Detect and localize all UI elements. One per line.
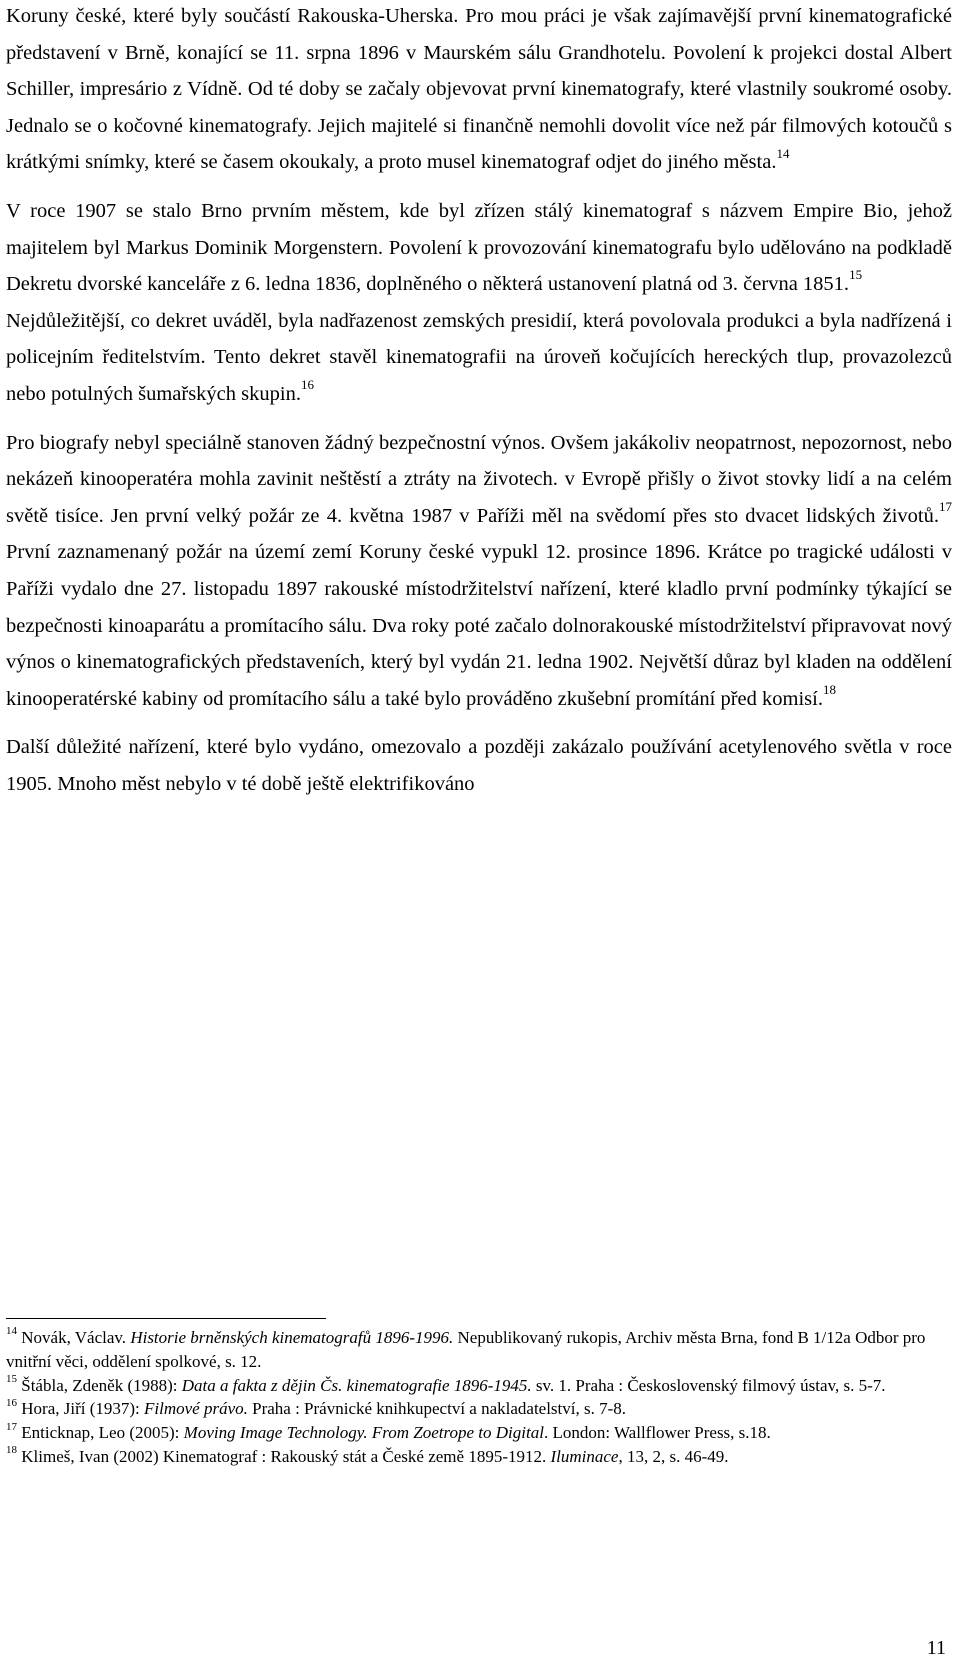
- footnote-17: [6, 1421, 952, 1445]
- footnote-text: Nepublikovaný rukopis, Archiv města Brna, fond B 1/12a Odbor pro vnitřní věci, oddělení spolkové, s. 12.: [6, 1328, 926, 1371]
- footnote-ref-18[interactable]: 18: [822, 681, 836, 697]
- footnote-ref-17[interactable]: 17: [939, 498, 952, 514]
- footnotes: [6, 1326, 952, 1469]
- footnote-title: Filmové právo.: [144, 1399, 248, 1419]
- footnote-text: . London: Wallflower Press, s.18.: [543, 1423, 771, 1443]
- footnote-text: Praha : Právnické knihkupectví a nakladatelství, s. 7-8.: [247, 1399, 627, 1419]
- paragraph-3-text: Nejdůležitější, co dekret uváděl, byla nadřazenost zemských presidií, která povolovala produkci a byla nadřízená i policejním ředitelstvím. Tento dekret stavěl kinematografii na úroveň kočujících hereckých tlup, provazolezců nebo potulných šumařských skupin.: [6, 309, 952, 405]
- footnote-title: Data a fakta z dějin Čs. kinematografie 1896-1945.: [181, 1375, 532, 1395]
- paragraph-3: [6, 303, 952, 413]
- footnote-text: Novák, Václav.: [17, 1328, 131, 1347]
- footnote-text: Štábla, Zdeněk (1988):: [17, 1375, 182, 1395]
- paragraph-4: [6, 425, 952, 718]
- page-number: 11: [926, 1637, 946, 1659]
- paragraph-4-text-a: Pro biografy nebyl speciálně stanoven žádný bezpečnostní výnos. Ovšem jakákoliv neopatrnost, nepozornost, nebo nekázeň kinooperatéra mohla zavinit neštěstí a ztráty na životech. v Evropě přišly o život stovky lidí a na celém světě tisíce. Jen první velký požár ze 4. května 1987 v Paříži měl na svědomí přes sto dvacet lidských životů.: [6, 431, 952, 527]
- footnote-text: Klimeš, Ivan (2002) Kinematograf : Rakouský stát a České země 1895-1912.: [17, 1446, 551, 1466]
- footnote-ref-16[interactable]: 16: [300, 377, 314, 393]
- paragraph-1-text: Koruny české, které byly součástí Rakouska-Uherska. Pro mou práci je však zajímavější první kinematografické představení v Brně, konající se 11. srpna 1896 v Maurském sálu Grandhotelu. Povolení k projekci dostal Albert Schiller, impresário z Vídně. Od té doby se začaly objevovat první kinematografy, které vlastnily soukromé osoby. Jednalo se o kočovné kinematografy. Jejich majitelé si finančně nemohli dovolit více než pár filmových kotoučů s krátkými snímky, které se časem okoukaly, a proto musel kinematograf odjet do jiného města.: [6, 5, 952, 174]
- footnote-text: , 13, 2, s. 46-49.: [618, 1446, 729, 1466]
- footnote-title: Historie brněnských kinematografů 1896-1996.: [130, 1328, 454, 1347]
- footnote-number: 15: [6, 1372, 17, 1385]
- footnote-ref-14[interactable]: 14: [776, 145, 790, 161]
- footnote-separator: [6, 1318, 326, 1319]
- paragraph-1: [6, 0, 952, 181]
- paragraph-2: [6, 193, 952, 303]
- footnote-15: [6, 1374, 952, 1398]
- footnote-ref-15[interactable]: 15: [849, 267, 863, 283]
- footnote-number: 16: [6, 1396, 17, 1409]
- footnote-text: sv. 1. Praha : Československý filmový ústav, s. 5-7.: [531, 1375, 886, 1395]
- footnote-14: [6, 1326, 952, 1374]
- footnote-number: 14: [6, 1325, 17, 1338]
- footnote-number: 18: [6, 1444, 17, 1457]
- paragraph-5-text: Další důležité nařízení, které bylo vydáno, omezovalo a později zakázalo používání acetylenového světla v roce 1905. Mnoho měst nebylo v té době ještě elektrifikováno: [6, 736, 952, 795]
- footnote-title: Moving Image Technology. From Zoetrope to Digital: [183, 1423, 544, 1443]
- footnote-16: [6, 1397, 952, 1421]
- footnote-number: 17: [6, 1420, 17, 1433]
- paragraph-2-text: V roce 1907 se stalo Brno prvním městem, kde byl zřízen stálý kinematograf s názvem Empire Bio, jehož majitelem byl Markus Dominik Morgenstern. Povolení k provozování kinematografu bylo udělováno na podkladě Dekretu dvorské kanceláře z 6. ledna 1836, doplněného o některá ustanovení platná od 3. června 1851.: [6, 199, 952, 296]
- footnote-18: [6, 1445, 952, 1469]
- page-body: [6, 0, 952, 802]
- footnote-text: Enticknap, Leo (2005):: [17, 1423, 184, 1443]
- footnote-title: Iluminace: [550, 1446, 619, 1466]
- footnote-text: Hora, Jiří (1937):: [17, 1399, 145, 1419]
- paragraph-4-text-b: První zaznamenaný požár na území zemí Koruny české vypukl 12. prosince 1896. Krátce po tragické události v Paříži vydalo dne 27. listopadu 1897 rakouské místodržitelství nařízení, které kladlo první podmínky týkající se bezpečnosti kinoaparátu a promítacího sálu. Dva roky poté začalo dolnorakouské místodržitelství připravovat nový výnos o kinematografických představeních, který byl vydán 21. ledna 1902. Největší důraz byl kladen na oddělení kinooperatérské kabiny od promítacího sálu a také bylo prováděno zkušební promítání před komisí.: [6, 541, 952, 710]
- paragraph-5: [6, 729, 952, 802]
